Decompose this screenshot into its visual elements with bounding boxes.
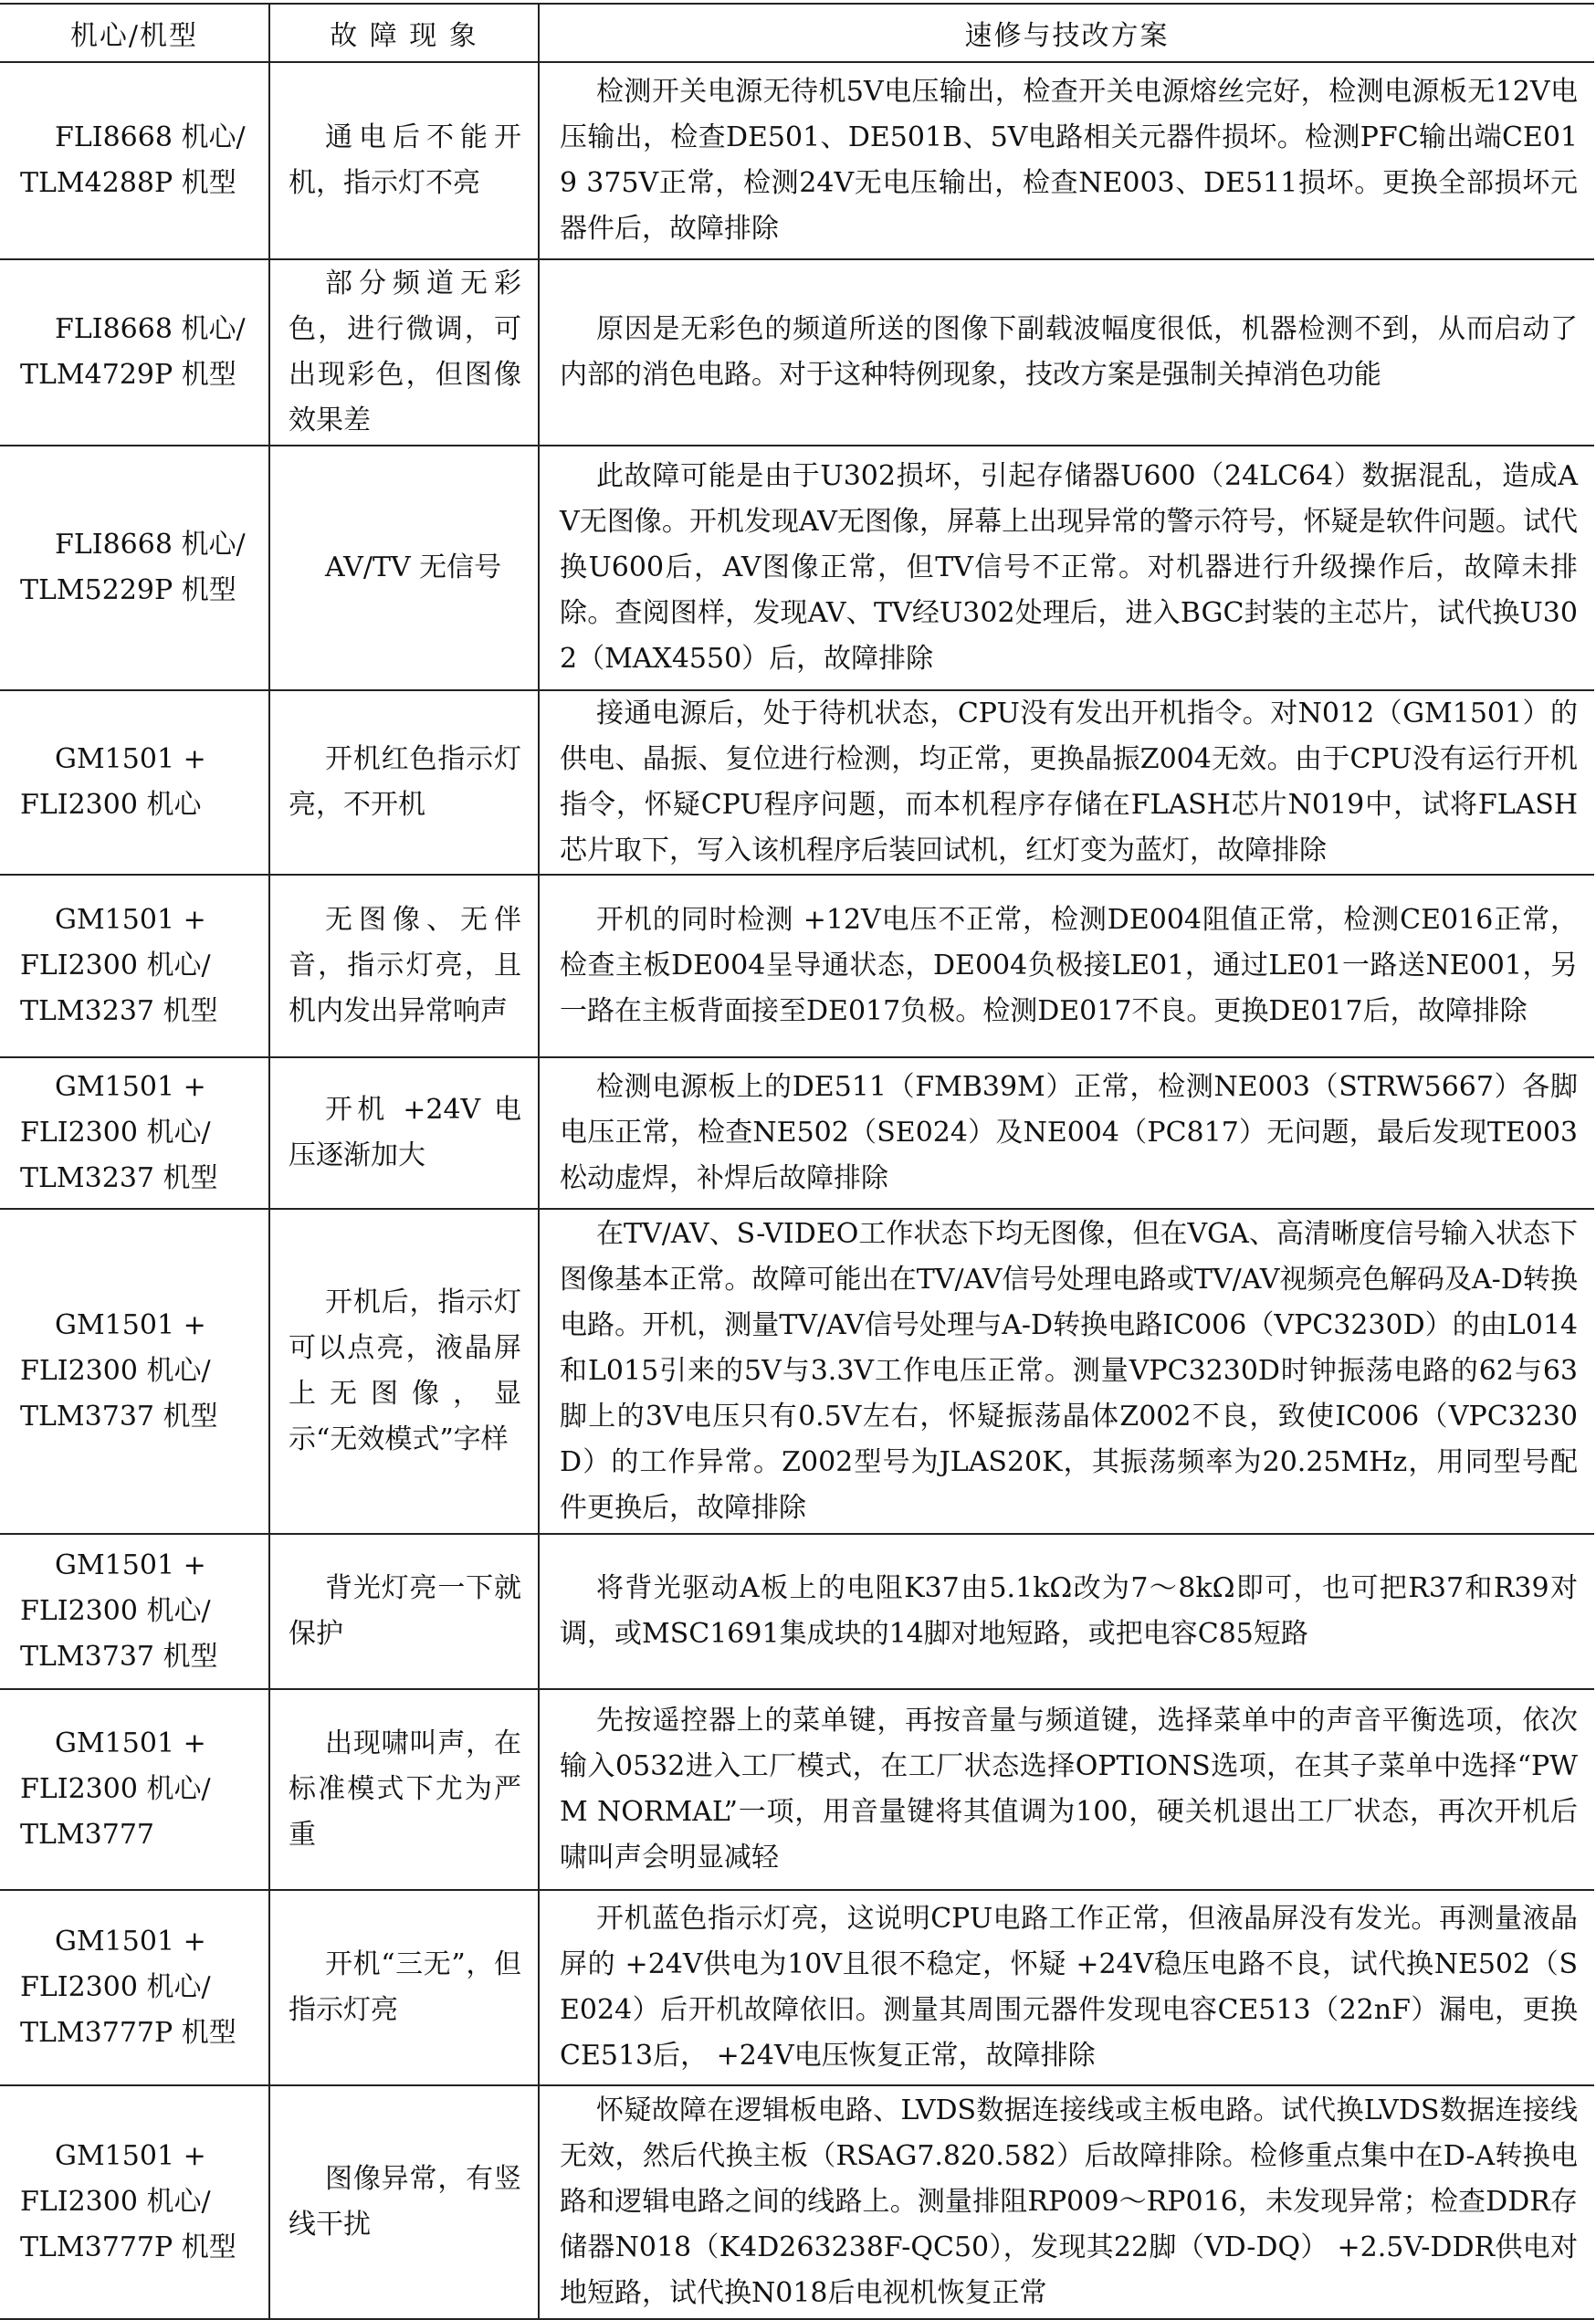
model-line: FLI2300 机心 xyxy=(20,789,202,821)
solution-text: 原因是无彩色的频道所送的图像下副载波幅度很低，机器检测不到，从而启动了内部的消色电路。对于这种特例现象，技改方案是强制关掉消色功能 xyxy=(560,313,1578,391)
model-line: GM1501 + xyxy=(55,1926,206,1958)
model-line: FLI8668 机心/ xyxy=(55,313,246,345)
model-line: GM1501 + xyxy=(55,1549,206,1581)
model-cell xyxy=(0,62,269,259)
header-solution: 速修与技改方案 xyxy=(539,4,1594,62)
fault-cell xyxy=(269,1209,539,1534)
model-line: GM1501 + xyxy=(55,1309,206,1341)
solution-cell xyxy=(539,1209,1594,1534)
model-cell xyxy=(0,690,269,875)
fault-cell xyxy=(269,1689,539,1890)
model-line: TLM3737 机型 xyxy=(20,1401,218,1433)
fault-text: 开机后，指示灯可以点亮，液晶屏上无图像，显示“无效模式”字样 xyxy=(289,1286,521,1455)
table-row xyxy=(0,446,1594,690)
solution-text: 检测开关电源无待机5V电压输出，检查开关电源熔丝完好，检测电源板无12V电压输出，检查DE501、DE501B、5V电路相关元器件损坏。检测PFC输出端CE019 375V正常，检测24V无电压输出，检查NE003、DE511损坏。更换全部损坏元器件后，故障排除 xyxy=(560,76,1578,245)
model-line: FLI8668 机心/ xyxy=(55,529,246,561)
model-line: TLM5229P 机型 xyxy=(20,574,236,606)
fault-text: 背光灯亮一下就保护 xyxy=(289,1572,521,1650)
model-cell xyxy=(0,446,269,690)
solution-cell xyxy=(539,1057,1594,1209)
table-row xyxy=(0,1689,1594,1890)
solution-cell xyxy=(539,2085,1594,2319)
model-line: FLI2300 机心/ xyxy=(20,1971,211,2003)
model-cell xyxy=(0,1057,269,1209)
model-cell xyxy=(0,1534,269,1689)
solution-text: 将背光驱动A板上的电阻K37由5.1kΩ改为7～8kΩ即可，也可把R37和R39对调，或MSC1691集成块的14脚对地短路，或把电容C85短路 xyxy=(560,1572,1578,1650)
table-row xyxy=(0,1209,1594,1534)
fault-text: 开机 +24V 电压逐渐加大 xyxy=(289,1094,521,1171)
model-line: TLM3777P 机型 xyxy=(20,2017,236,2049)
table-row xyxy=(0,62,1594,259)
solution-text: 检测电源板上的DE511（FMB39M）正常，检测NE003（STRW5667）各脚电压正常，检查NE502（SE024）及NE004（PC817）无问题，最后发现TE003松动虚焊，补焊后故障排除 xyxy=(560,1071,1578,1194)
solution-text: 在TV/AV、S-VIDEO工作状态下均无图像，但在VGA、高清晰度信号输入状态下图像基本正常。故障可能出在TV/AV信号处理电路或TV/AV视频亮色解码及A-D转换电路。开机，测量TV/AV信号处理与A-D转换电路IC006（VPC3230D）的由L014和L015引来的5V与3.3V工作电压正常。测量VPC3230D时钟振荡电路的62与63脚上的3V电压只有0.5V左右，怀疑振荡晶体Z002不良，致使IC006（VPC3230D）的工作异常。Z002型号为JLAS20K，其振荡频率为20.25MHz，用同型号配件更换后，故障排除 xyxy=(560,1218,1578,1524)
solution-text: 先按遥控器上的菜单键，再按音量与频道键，选择菜单中的声音平衡选项，依次输入0532进入工厂模式，在工厂状态选择OPTIONS选项，在其子菜单中选择“PWM NORMAL”一项，用音量键将其值调为100，硬关机退出工厂状态，再次开机后啸叫声会明显减轻 xyxy=(560,1705,1578,1874)
model-line: FLI2300 机心/ xyxy=(20,1773,211,1805)
model-line: TLM3237 机型 xyxy=(20,1162,218,1194)
fault-text: 通电后不能开机，指示灯不亮 xyxy=(289,121,521,199)
solution-cell xyxy=(539,1890,1594,2085)
fault-text: 无图像、无伴音，指示灯亮，且机内发出异常响声 xyxy=(289,904,521,1027)
model-line: FLI2300 机心/ xyxy=(20,2186,211,2218)
table-row xyxy=(0,2085,1594,2319)
model-line: TLM4729P 机型 xyxy=(20,359,236,391)
fault-cell xyxy=(269,2085,539,2319)
fault-cell xyxy=(269,875,539,1057)
solution-text: 接通电源后，处于待机状态，CPU没有发出开机指令。对N012（GM1501）的供电、晶振、复位进行检测，均正常，更换晶振Z004无效。由于CPU没有运行开机指令，怀疑CPU程序问题，而本机程序存储在FLASH芯片N019中，试将FLASH芯片取下，写入该机程序后装回试机，红灯变为蓝灯，故障排除 xyxy=(560,698,1578,866)
solution-text: 开机的同时检测 +12V电压不正常，检测DE004阻值正常，检测CE016正常，检查主板DE004呈导通状态，DE004负极接LE01，通过LE01一路送NE001，另一路在主板背面接至DE017负极。检测DE017不良。更换DE017后，故障排除 xyxy=(560,904,1578,1027)
model-line: GM1501 + xyxy=(55,1071,206,1103)
model-line: FLI8668 机心/ xyxy=(55,121,246,153)
fault-text: 部分频道无彩色，进行微调，可出现彩色，但图像效果差 xyxy=(289,268,521,436)
solution-text: 开机蓝色指示灯亮，这说明CPU电路工作正常，但液晶屏没有发光。再测量液晶屏的 +24V供电为10V且很不稳定，怀疑 +24V稳压电路不良，试代换NE502（SE024）后开机故障依旧。测量其周围元器件发现电容CE513（22nF）漏电，更换CE513后， +24V电压恢复正常，故障排除 xyxy=(560,1903,1578,2072)
model-cell xyxy=(0,1890,269,2085)
fault-cell xyxy=(269,446,539,690)
model-line: GM1501 + xyxy=(55,2140,206,2172)
model-line: GM1501 + xyxy=(55,743,206,775)
header-fault: 故 障 现 象 xyxy=(269,4,539,62)
fault-cell xyxy=(269,62,539,259)
model-line: FLI2300 机心/ xyxy=(20,1117,211,1149)
model-line: TLM4288P 机型 xyxy=(20,167,236,199)
model-line: TLM3737 机型 xyxy=(20,1641,218,1673)
repair-table xyxy=(0,3,1594,2320)
fault-text: 图像异常，有竖线干扰 xyxy=(289,2163,521,2241)
solution-text: 此故障可能是由于U302损坏，引起存储器U600（24LC64）数据混乱，造成AV无图像。开机发现AV无图像，屏幕上出现异常的警示符号，怀疑是软件问题。试代换U600后，AV图像正常，但TV信号不正常。对机器进行升级操作后，故障未排除。查阅图样，发现AV、TV经U302处理后，进入BGC封装的主芯片，试代换U302（MAX4550）后，故障排除 xyxy=(560,460,1578,675)
model-cell xyxy=(0,1689,269,1890)
model-cell xyxy=(0,2085,269,2319)
fault-text: 开机“三无”，但指示灯亮 xyxy=(289,1948,521,2026)
table-row xyxy=(0,1890,1594,2085)
model-line: GM1501 + xyxy=(55,904,206,936)
fault-text: 开机红色指示灯亮，不开机 xyxy=(289,743,521,821)
solution-text: 怀疑故障在逻辑板电路、LVDS数据连接线或主板电路。试代换LVDS数据连接线无效，然后代换主板（RSAG7.820.582）后故障排除。检修重点集中在D-A转换电路和逻辑电路之间的线路上。测量排阻RP009～RP016，未发现异常；检查DDR存储器N018（K4D263238F-QC50），发现其22脚（VD-DQ） +2.5V-DDR供电对地短路，试代换N018后电视机恢复正常 xyxy=(560,2094,1578,2309)
solution-cell xyxy=(539,259,1594,446)
solution-cell xyxy=(539,875,1594,1057)
table-row xyxy=(0,259,1594,446)
solution-cell xyxy=(539,446,1594,690)
fault-cell xyxy=(269,690,539,875)
model-line: TLM3777 xyxy=(20,1819,154,1851)
table-row xyxy=(0,1534,1594,1689)
table-header-row xyxy=(0,4,1594,62)
model-line: TLM3777P 机型 xyxy=(20,2231,236,2263)
fault-cell xyxy=(269,1534,539,1689)
fault-text: AV/TV 无信号 xyxy=(325,551,502,583)
solution-cell xyxy=(539,62,1594,259)
fault-text: 出现啸叫声，在标准模式下尤为严重 xyxy=(289,1727,521,1851)
fault-cell xyxy=(269,1890,539,2085)
fault-cell xyxy=(269,1057,539,1209)
model-line: FLI2300 机心/ xyxy=(20,1355,211,1387)
model-cell xyxy=(0,259,269,446)
model-line: TLM3237 机型 xyxy=(20,995,218,1027)
model-line: FLI2300 机心/ xyxy=(20,950,211,982)
model-line: GM1501 + xyxy=(55,1727,206,1759)
solution-cell xyxy=(539,1689,1594,1890)
table-row xyxy=(0,690,1594,875)
fault-cell xyxy=(269,259,539,446)
solution-cell xyxy=(539,690,1594,875)
model-line: FLI2300 机心/ xyxy=(20,1595,211,1627)
model-cell xyxy=(0,875,269,1057)
header-model: 机心/机型 xyxy=(0,4,269,62)
table-row xyxy=(0,1057,1594,1209)
solution-cell xyxy=(539,1534,1594,1689)
table-row xyxy=(0,875,1594,1057)
model-cell xyxy=(0,1209,269,1534)
